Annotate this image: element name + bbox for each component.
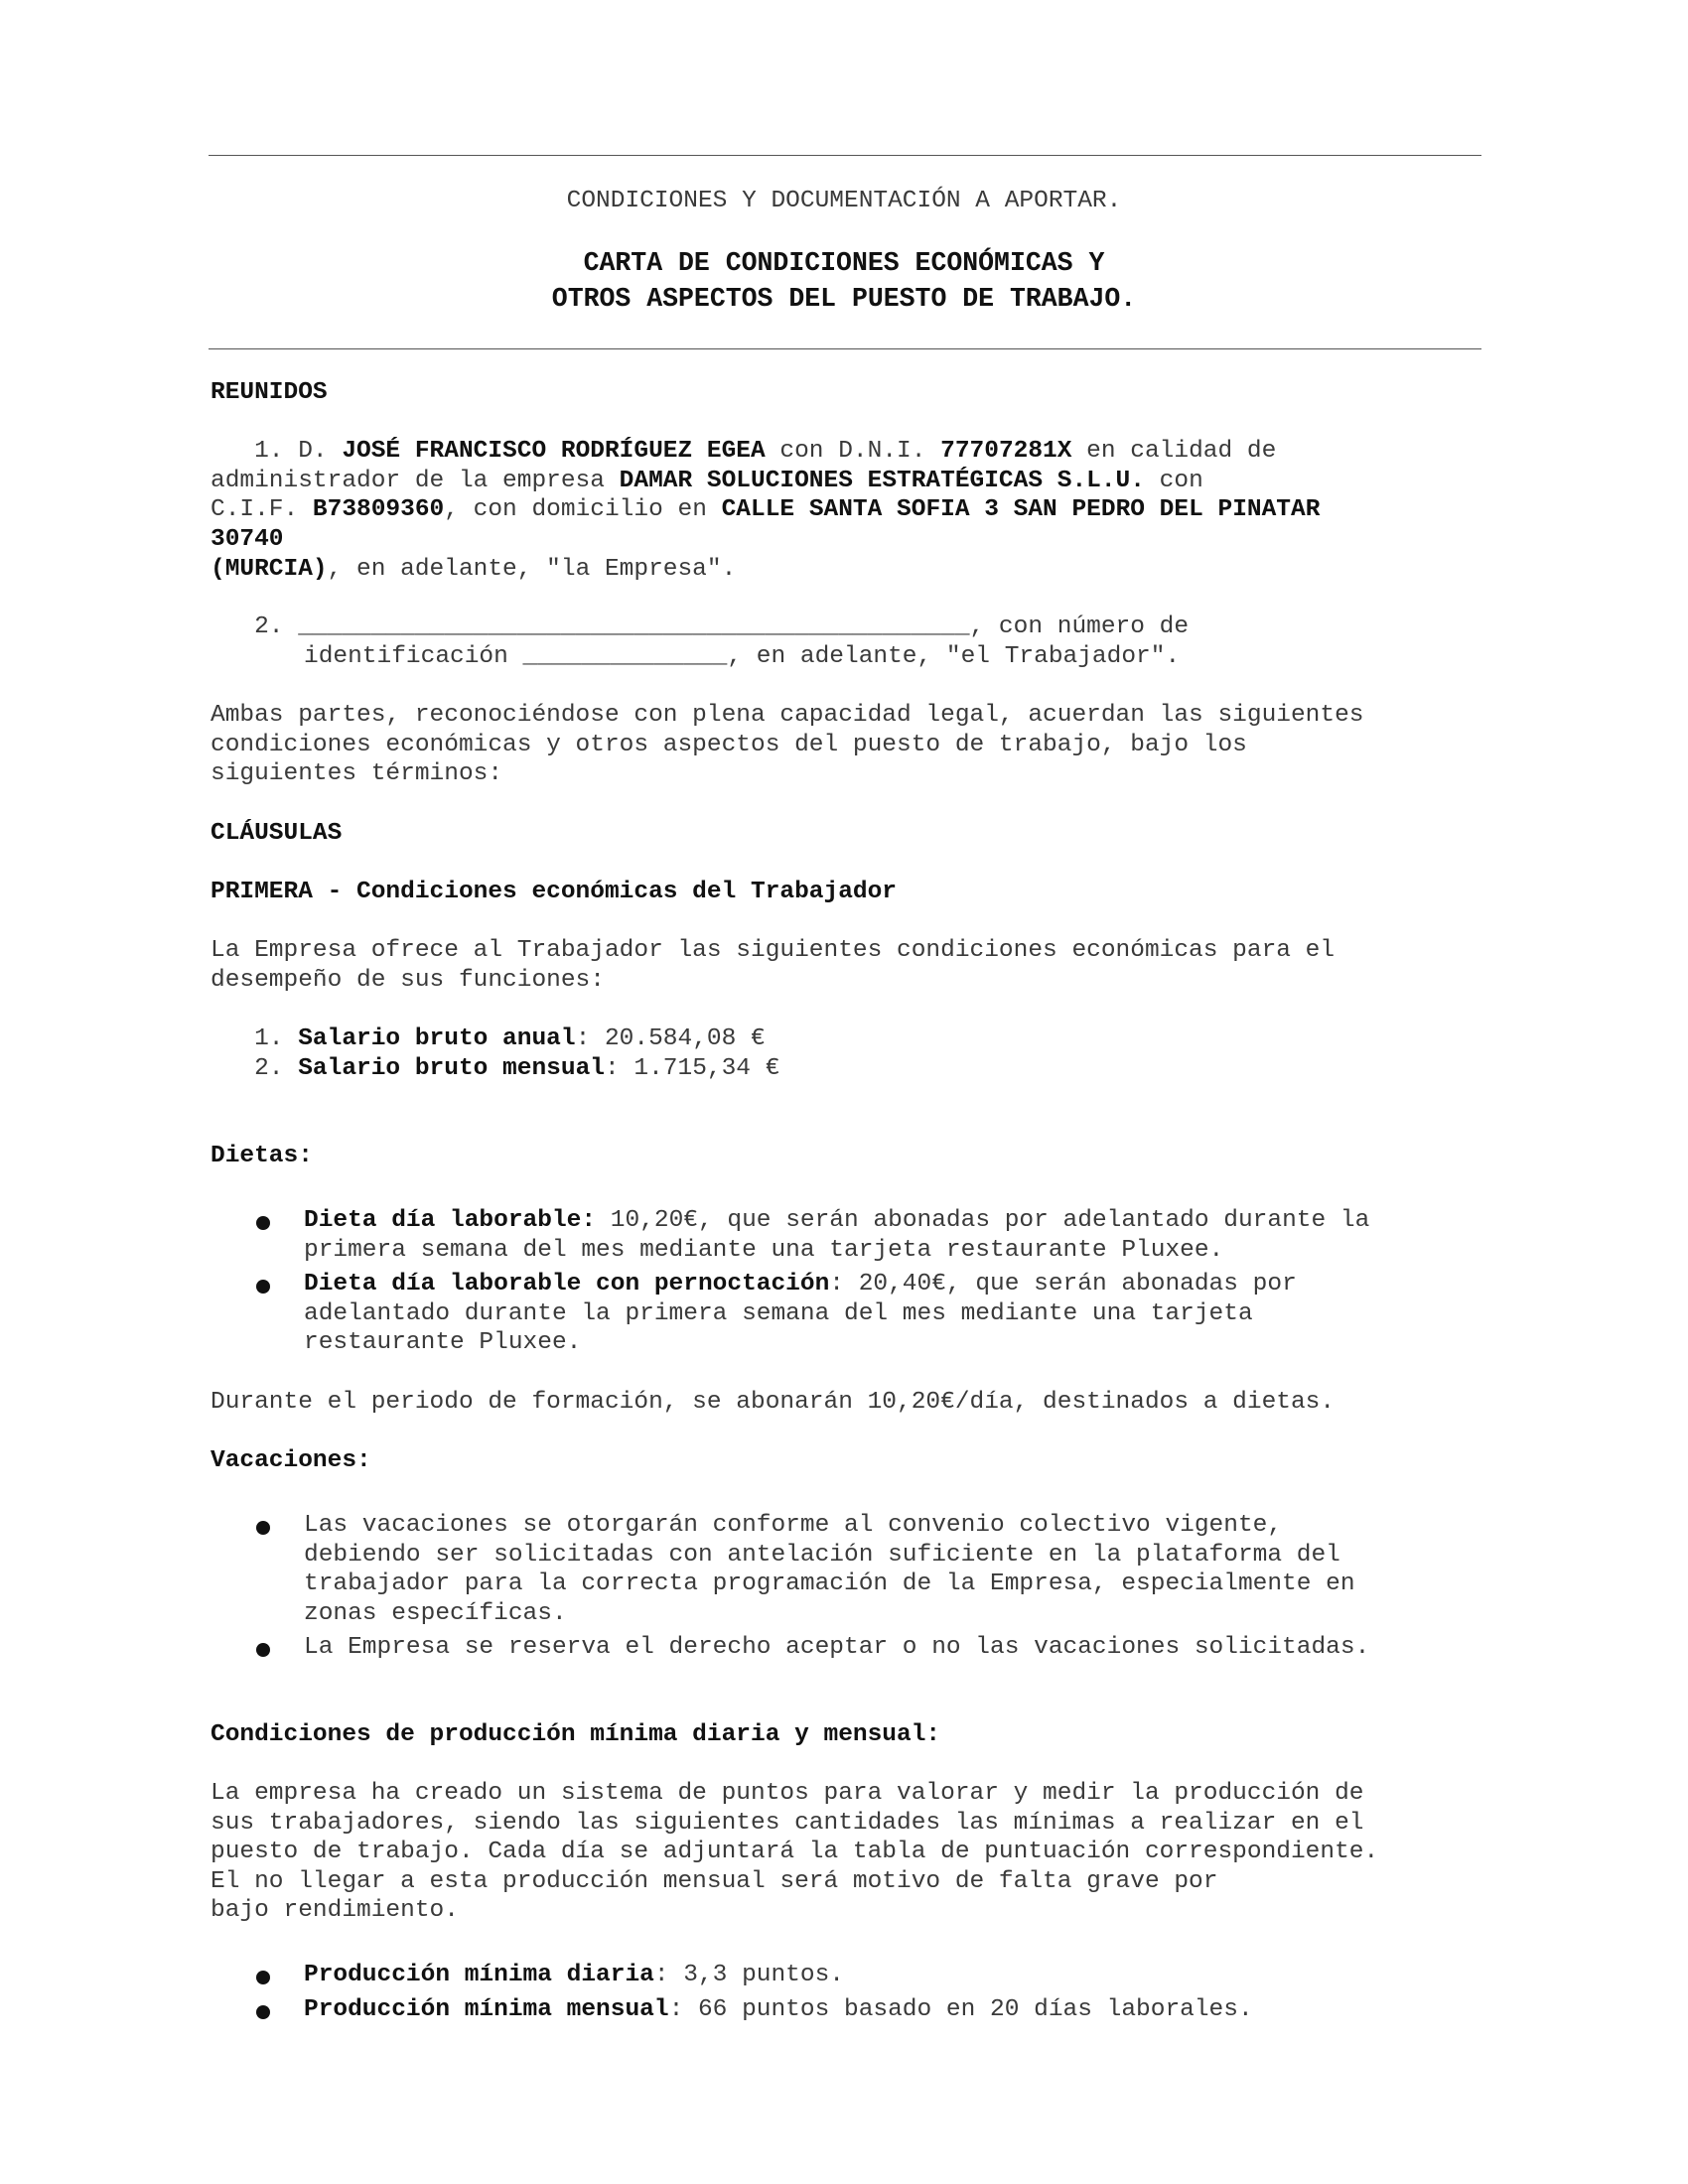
dietas-heading: Dietas:: [211, 1143, 313, 1169]
vacaciones-item-1-line-2: debiendo ser solicitadas con antelación suficiente en la plataforma del: [304, 1542, 1340, 1569]
dieta-laborable-line-2: primera semana del mes mediante una tarjeta restaurante Pluxee.: [304, 1237, 1224, 1264]
intro-line-3: siguientes términos:: [211, 760, 503, 787]
bullet-dot: [256, 1216, 270, 1230]
party-2-line-2: identificación ______________, en adelante, "el Trabajador".: [304, 643, 1181, 670]
dieta-pernoctacion-line-3: restaurante Pluxee.: [304, 1329, 582, 1356]
party-1-line-2: administrador de la empresa DAMAR SOLUCIONES ESTRATÉGICAS S.L.U. con: [211, 468, 1203, 494]
company-region: (MURCIA): [211, 556, 328, 583]
primera-intro-line-1: La Empresa ofrece al Trabajador las siguientes condiciones económicas para el: [211, 937, 1336, 964]
vacaciones-item-1-line-4: zonas específicas.: [304, 1600, 567, 1627]
company-cif: B73809360: [312, 496, 445, 523]
title-bottom-rule: [209, 348, 1481, 349]
produccion-line-1: La empresa ha creado un sistema de puntos para valorar y medir la producción de: [211, 1780, 1364, 1807]
bullet-dot: [256, 2005, 270, 2019]
primera-intro-line-2: desempeño de sus funciones:: [211, 967, 605, 994]
clausulas-heading: CLÁUSULAS: [211, 820, 343, 847]
document-title-line-2: OTROS ASPECTOS DEL PUESTO DE TRABAJO.: [551, 284, 1137, 314]
vacaciones-heading: Vacaciones:: [211, 1447, 371, 1474]
company-address: CALLE SANTA SOFIA 3 SAN PEDRO DEL PINATAR: [721, 496, 1321, 523]
dieta-pernoctacion-line-2: adelantado durante la primera semana del mes mediante una tarjeta: [304, 1300, 1253, 1327]
party-1-line-1: 1. D. JOSÉ FRANCISCO RODRÍGUEZ EGEA con D.N.I. 77707281X en calidad de: [254, 438, 1277, 465]
reunidos-heading: REUNIDOS: [211, 379, 328, 406]
produccion-line-4: El no llegar a esta producción mensual será motivo de falta grave por: [211, 1868, 1218, 1895]
document-title-line-1: CARTA DE CONDICIONES ECONÓMICAS Y: [583, 248, 1105, 278]
document-subtitle: CONDICIONES Y DOCUMENTACIÓN A APORTAR.: [566, 188, 1122, 214]
bullet-dot: [256, 1971, 270, 1984]
produccion-line-2: sus trabajadores, siendo las siguientes cantidades las mínimas a realizar en el: [211, 1810, 1364, 1837]
administrator-name: JOSÉ FRANCISCO RODRÍGUEZ EGEA: [342, 438, 766, 465]
worker-name-blank: ______________________________________________, con número de: [298, 614, 1190, 640]
dieta-laborable-line-1: Dieta día laborable: 10,20€, que serán abonadas por adelantado durante la: [304, 1207, 1370, 1234]
formacion-text: Durante el periodo de formación, se abonarán 10,20€/día, destinados a dietas.: [211, 1389, 1336, 1416]
vacaciones-item-1-line-3: trabajador para la correcta programación de la Empresa, especialmente en: [304, 1570, 1355, 1597]
intro-line-1: Ambas partes, reconociéndose con plena capacidad legal, acuerdan las siguientes: [211, 702, 1364, 729]
intro-line-2: condiciones económicas y otros aspectos del puesto de trabajo, bajo los: [211, 732, 1247, 758]
bullet-dot: [256, 1521, 270, 1535]
vacaciones-item-2: La Empresa se reserva el derecho aceptar o no las vacaciones solicitadas.: [304, 1634, 1370, 1661]
primera-heading: PRIMERA - Condiciones económicas del Trabajador: [211, 879, 898, 905]
bullet-dot: [256, 1280, 270, 1294]
salary-monthly: 2. Salario bruto mensual: 1.715,34 €: [254, 1055, 780, 1082]
produccion-diaria: Producción mínima diaria: 3,3 puntos.: [304, 1962, 844, 1988]
company-zip: 30740: [211, 526, 284, 553]
bullet-dot: [256, 1643, 270, 1657]
produccion-mensual: Producción mínima mensual: 66 puntos basado en 20 días laborales.: [304, 1996, 1253, 2023]
administrator-dni: 77707281X: [940, 438, 1072, 465]
dieta-pernoctacion-line-1: Dieta día laborable con pernoctación: 20,40€, que serán abonadas por: [304, 1271, 1297, 1297]
party-1-line-5: (MURCIA), en adelante, "la Empresa".: [211, 556, 737, 583]
company-name: DAMAR SOLUCIONES ESTRATÉGICAS S.L.U.: [619, 468, 1145, 494]
produccion-line-5: bajo rendimiento.: [211, 1897, 459, 1924]
salary-annual: 1. Salario bruto anual: 20.584,08 €: [254, 1025, 766, 1052]
vacaciones-item-1-line-1: Las vacaciones se otorgarán conforme al convenio colectivo vigente,: [304, 1512, 1283, 1539]
party-2-line-1: 2. ______________________________________________, con número de: [254, 614, 1190, 640]
top-rule: [209, 155, 1481, 156]
party-1-line-3: C.I.F. B73809360, con domicilio en CALLE SANTA SOFIA 3 SAN PEDRO DEL PINATAR: [211, 496, 1321, 523]
produccion-heading: Condiciones de producción mínima diaria y mensual:: [211, 1721, 941, 1748]
produccion-line-3: puesto de trabajo. Cada día se adjuntará la tabla de puntuación correspondiente.: [211, 1839, 1379, 1865]
